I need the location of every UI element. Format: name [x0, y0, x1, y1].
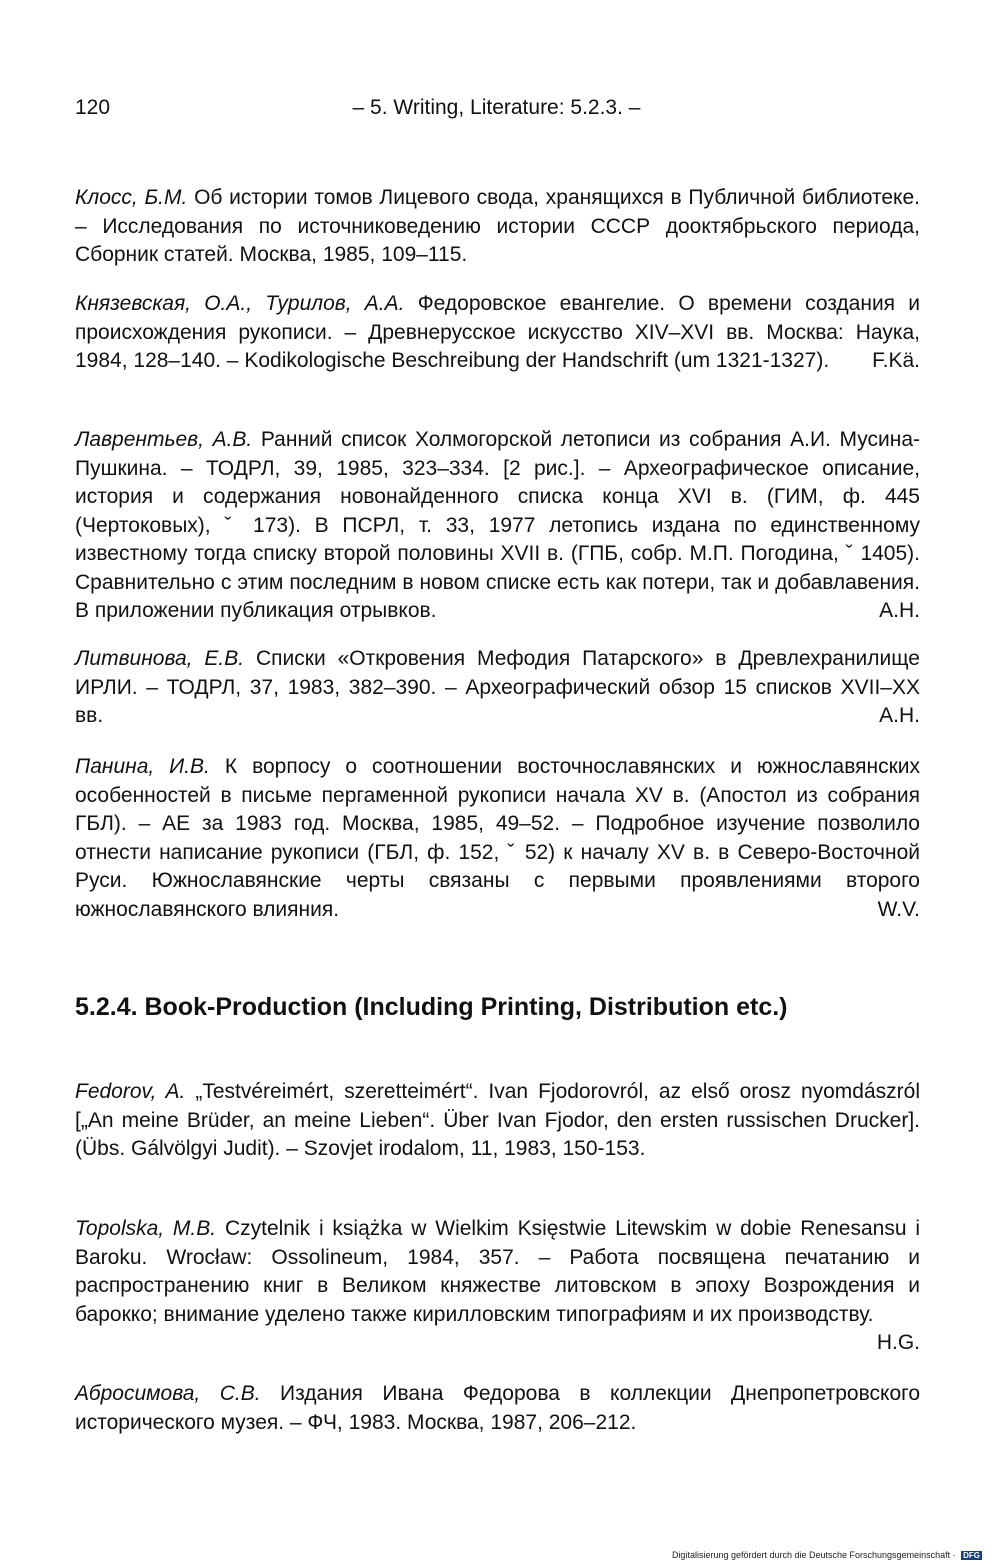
footer-text: Digitalisierung gefördert durch die Deutsche Forschungsgemeinschaft · — [671, 1550, 956, 1560]
entry-text: Ранний список Холмогорской летописи из собрания А.И. Мусина-Пушкина. – ТОДРЛ, 39, 1985, 323–334. [2 рис.]. – Археографическое описание, история и содержания новонайденного списка конца XVI в. (ГИМ, ф. 445 (Чертоковых), ˇ 173). В ПСРЛ, т. 33, 1977 летопись издана по единственному известному тогда списку второй половины XVII в. (ГПБ, собр. М.П. Погодина, ˇ 1405). Сравнительно с этим последним в новом списке есть как потери, так и добавлавения. В приложении публикация отрывков. — [75, 428, 920, 622]
entry-text: К ворпосу о соотношении восточнославянских и южнославянских особенностей в письме пергаменной рукописи начала XV в. (Апостол из собрания ГБЛ). – АЕ за 1983 год. Москва, 1985, 49–52. – Подробное изучение позволило отнести написание рукописи (ГБЛ, ф. 152, ˇ 52) к началу XV в. в Северо-Восточной Руси. Южнославянские черты связаны с первыми проявлениями второго южнославянского влияния. — [75, 755, 921, 921]
entry-text: Czytelnik i książka w Wielkim Księstwie Litewskim w dobie Renesansu i Baroku. Wrocław: Ossolineum, 1984, 357. – Работа посвящена печатанию и распространению книг в Великом княжестве литовском в эпоху Возрождения и барокко; внимание уделено также кирилловским типографиям и их производству. — [75, 1217, 920, 1326]
bibliography-entry — [75, 1078, 920, 1164]
bibliography-entry — [75, 1380, 920, 1437]
page-header — [75, 96, 918, 130]
entry-text: Об истории томов Лицевого свода, хранящихся в Публичной библиотеке. – Исследования по источниковедению истории СССР дооктябрьского периода, Сборник статей. Москва, 1985, 109–115. — [75, 186, 920, 266]
bibliography-entry — [75, 290, 920, 376]
entry-author: Князевская, О.А., Турилов, А.А. — [75, 292, 405, 315]
entry-author: Лаврентьев, А.В. — [75, 428, 253, 451]
bibliography-entry — [75, 1215, 920, 1358]
dfg-logo: DFG — [963, 1551, 980, 1560]
entry-author: Fedorov, A. — [75, 1080, 186, 1103]
reviewer-initials: А.Н. — [879, 704, 920, 727]
page-number: 120 — [75, 96, 111, 119]
entry-text: „Testvéreimért, szeretteimért“. Ivan Fjodorovról, az első orosz nyomdászról [„An meine Brüder, an meine Lieben“. Über Ivan Fjodor, den ersten russischen Drucker]. (Übs. Gálvölgyi Judit). – Szovjet irodalom, 11, 1983, 150-153. — [75, 1080, 920, 1160]
entry-text: Издания Ивана Федорова в коллекции Днепропетровского исторического музея. – ФЧ, 1983. Москва, 1987, 206–212. — [75, 1382, 920, 1434]
reviewer-initials: F.Kä. — [872, 349, 920, 372]
reviewer-initials: H.G. — [876, 1331, 920, 1354]
bibliography-entry — [75, 184, 920, 270]
entry-author: Клосс, Б.М. — [75, 186, 188, 209]
reviewer-initials: W.V. — [877, 897, 920, 921]
bibliography-entry — [75, 645, 920, 731]
entry-author: Панина, И.В. — [75, 755, 210, 778]
digitization-footer — [672, 1550, 982, 1560]
running-head: – 5. Writing, Literature: 5.2.3. – — [352, 96, 641, 119]
entry-author: Литвинова, Е.В. — [75, 647, 245, 670]
entry-text: Федоровское евангелие. О времени создания и происхождения рукописи. – Древнерусское искусство XIV–XVI вв. Москва: Наука, 1984, 128–140. – Kodikologische Beschreibung der Handschrift (um 1321-1327). — [75, 292, 920, 372]
section-heading: 5.2.4. Book-Production (Including Printing, Distribution etc.) — [75, 993, 788, 1021]
entry-text: Списки «Откровения Мефодия Патарского» в Древлехранилище ИРЛИ. – ТОДРЛ, 37, 1983, 382–390. – Археографический обзор 15 списков XVII–XX вв. — [75, 647, 920, 727]
bibliography-entry — [75, 426, 920, 626]
entry-author: Абросимова, С.В. — [75, 1382, 261, 1405]
entry-author: Topolska, M.B. — [75, 1217, 217, 1240]
reviewer-initials: А.Н. — [879, 599, 920, 622]
bibliography-entry — [75, 753, 920, 924]
